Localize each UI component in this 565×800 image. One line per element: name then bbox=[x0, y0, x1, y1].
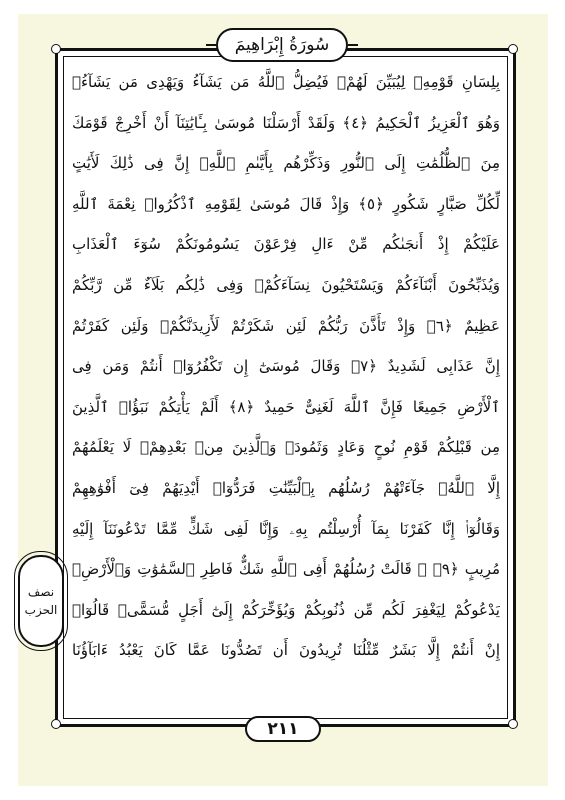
corner-ornament bbox=[508, 44, 518, 54]
text-line: مُرِيبٍ ﴿٩﴾ ۞ قَالَتْ رُسُلُهُمْ أَفِى ٱللَّهِ شَكٌّ فَاطِرِ ٱلسَّمَٰوَٰتِ وَٱلْأَرْضِۖ bbox=[72, 560, 500, 579]
text-line: وَهُوَ ٱلْعَزِيزُ ٱلْحَكِيمُ ﴿٤﴾ وَلَقَدْ أَرْسَلْنَا مُوسَىٰ بِـَٔايَٰتِنَآ أَنْ أَخْرِجْ قَوْمَكَ bbox=[72, 113, 500, 132]
page-number-badge bbox=[245, 716, 321, 742]
text-line: لِّكُلِّ صَبَّارٍ شَكُورٍ ﴿٥﴾ وَإِذْ قَالَ مُوسَىٰ لِقَوْمِهِ ٱذْكُرُوا۟ نِعْمَةَ ٱللَّهِ bbox=[72, 194, 500, 213]
page-number: ٢١١ bbox=[267, 719, 299, 739]
text-line: عَظِيمٌ ﴿٦﴾ وَإِذْ تَأَذَّنَ رَبُّكُمْ لَئِن شَكَرْتُمْ لَأَزِيدَنَّكُمْۖ وَلَئِن كَفَرْتُمْ bbox=[72, 316, 500, 335]
hizb-marker-line1: نصف bbox=[27, 585, 55, 599]
quran-text bbox=[72, 62, 500, 712]
text-line: إِنْ أَنتُمْ إِلَّا بَشَرٌ مِّثْلُنَا تُرِيدُونَ أَن تَصُدُّونَا عَمَّا كَانَ يَعْبُدُ ءَابَآؤُنَا bbox=[72, 641, 500, 660]
text-line bbox=[72, 671, 500, 712]
text-line: مِن قَبْلِكُمْ قَوْمِ نُوحٍ وَعَادٍ وَثَمُودَۛ وَٱلَّذِينَ مِنۢ بَعْدِهِمْۛ لَا يَعْلَمُهُمْ bbox=[72, 438, 500, 457]
text-line: بِلِسَانِ قَوْمِهِۦ لِيُبَيِّنَ لَهُمْۖ فَيُضِلُّ ٱللَّهُ مَن يَشَآءُ وَيَهْدِى مَن يَشَآءُۚ bbox=[72, 73, 500, 91]
text-line: ٱلْأَرْضِ جَمِيعًا فَإِنَّ ٱللَّهَ لَغَنِىٌّ حَمِيدٌ ﴿٨﴾ أَلَمْ يَأْتِكُمْ نَبَؤُا۟ ٱلَّذِينَ bbox=[72, 397, 500, 416]
text-line: وَيُذَبِّحُونَ أَبْنَآءَكُمْ وَيَسْتَحْيُونَ نِسَآءَكُمْۚ وَفِى ذَٰلِكُم بَلَآءٌ مِّن رَّبِّكُمْ bbox=[72, 275, 500, 294]
text-line: مِنَ ٱلظُّلُمَٰتِ إِلَى ٱلنُّورِ وَذَكِّرْهُم بِأَيَّىٰمِ ٱللَّهِۚ إِنَّ فِى ذَٰلِكَ لَأَيَٰتٍ bbox=[72, 154, 500, 173]
hizb-marker-line2: الحزب bbox=[24, 603, 58, 617]
text-line: عَلَيْكُمْ إِذْ أَنجَىٰكُم مِّنْ ءَالِ فِرْعَوْنَ يَسُومُونَكُمْ سُوٓءَ ٱلْعَذَابِ bbox=[72, 235, 500, 254]
text-line: وَقَالُوٓا۟ إِنَّا كَفَرْنَا بِمَآ أُرْسِلْتُم بِهِۦ وَإِنَّا لَفِى شَكٍّ مِّمَّا تَدْعُونَنَآ إِلَيْهِ bbox=[72, 519, 500, 538]
corner-ornament bbox=[508, 719, 518, 729]
surah-header bbox=[216, 28, 348, 62]
text-line: إِلَّا ٱللَّهُۚ جَآءَتْهُمْ رُسُلُهُم بِٱلْبَيِّنَٰتِ فَرَدُّوٓا۟ أَيْدِيَهُمْ فِىٓ أَفْوَٰهِهِمْ bbox=[72, 478, 500, 497]
corner-ornament bbox=[51, 719, 61, 729]
surah-title: سُورَةُ إِبْرَاهِيمَ bbox=[234, 35, 330, 55]
text-line: يَدْعُوكُمْ لِيَغْفِرَ لَكُم مِّن ذُنُوبِكُمْ وَيُؤَخِّرَكُمْ إِلَىٰٓ أَجَلٍ مُّسَمًّىۚ قَالُوٓا۟ bbox=[72, 600, 500, 619]
text-line: إِنَّ عَذَابِى لَشَدِيدٌ ﴿٧﴾ وَقَالَ مُوسَىٰٓ إِن تَكْفُرُوٓا۟ أَنتُمْ وَمَن فِى bbox=[72, 357, 500, 376]
hizb-marker bbox=[18, 555, 64, 647]
corner-ornament bbox=[51, 44, 61, 54]
